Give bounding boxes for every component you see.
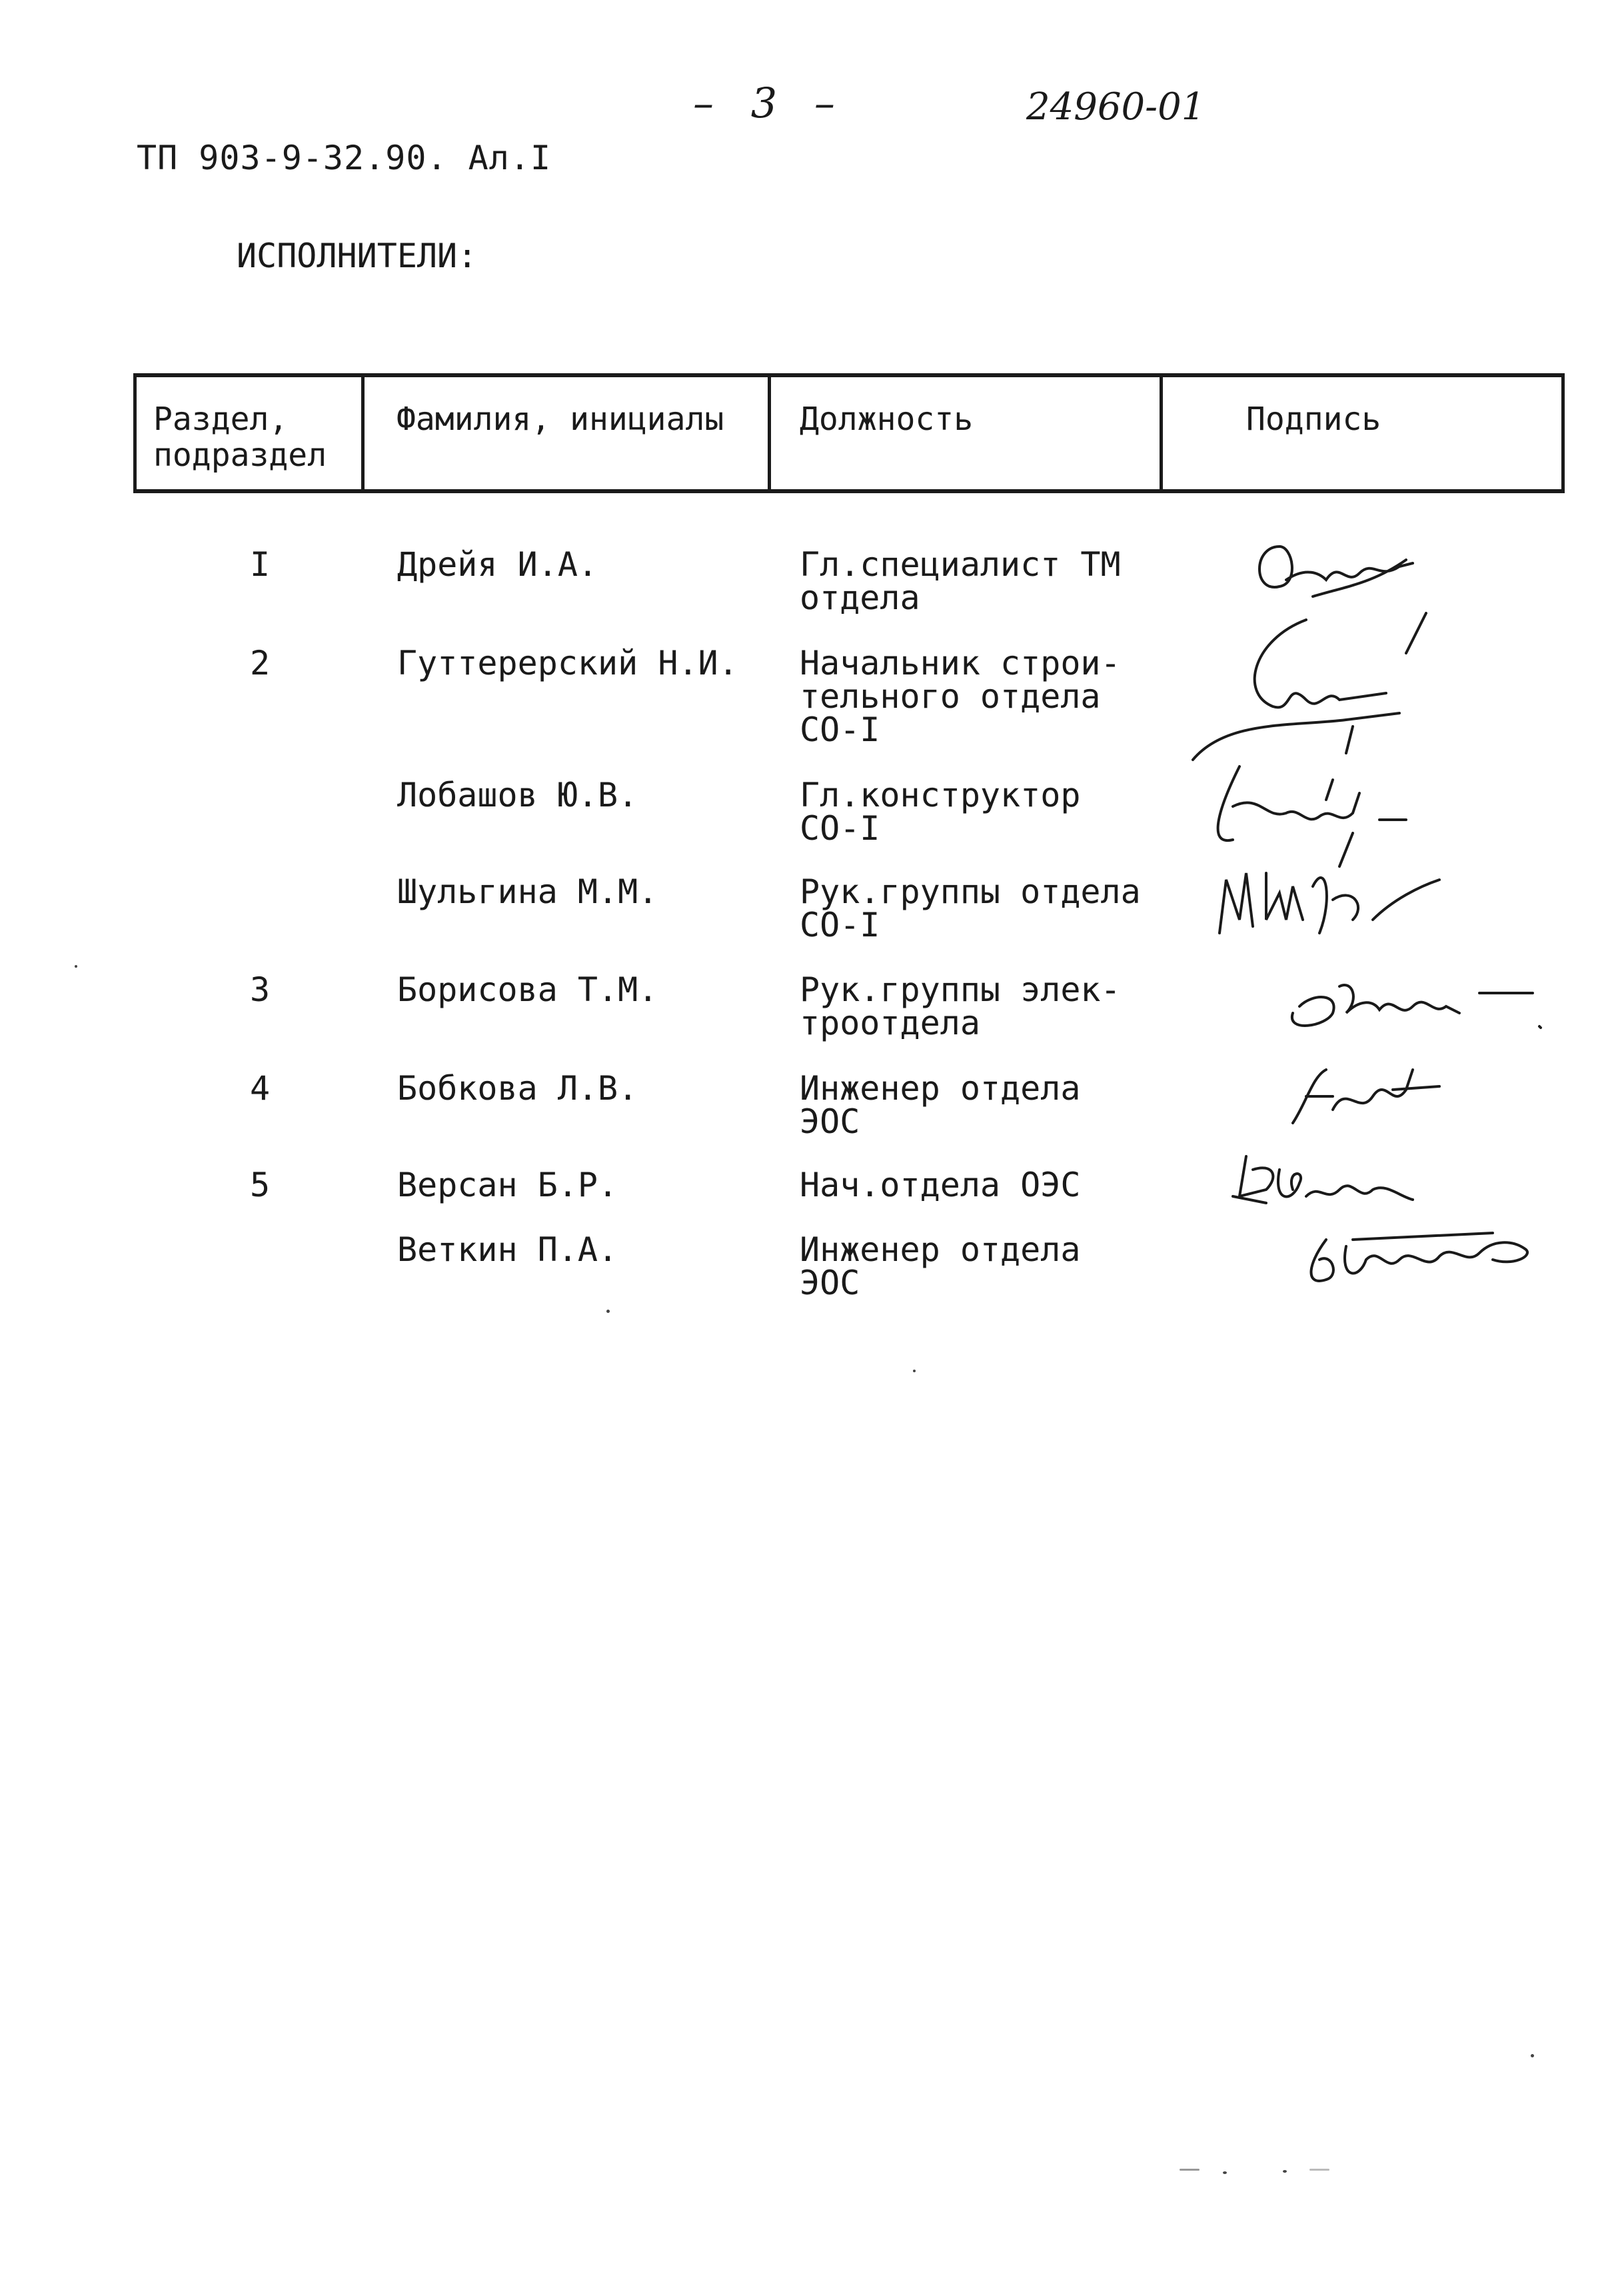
row-name: Бобкова Л.В. (397, 1069, 638, 1108)
signature-icon (1273, 953, 1553, 1053)
scan-speck (606, 1310, 610, 1313)
row-position: Рук.группы отдела СО-I (800, 872, 1141, 944)
column-header-signature: Подпись (1246, 401, 1381, 438)
scan-speck (75, 965, 77, 968)
row-position: Инженер отдела ЭОС (800, 1230, 1081, 1302)
row-name: Дрейя И.А. (397, 545, 598, 584)
column-header-section: Раздел, подраздел (153, 401, 327, 474)
column-header-position: Должность (800, 401, 974, 438)
row-name: Веткин П.А. (397, 1230, 618, 1269)
table-divider (768, 373, 771, 493)
scan-speck (1531, 2054, 1534, 2057)
row-position: Рук.группы элек- троотдела (800, 970, 1121, 1042)
table-divider (1160, 373, 1163, 493)
table-header (133, 373, 1565, 493)
signature-icon (1173, 600, 1453, 773)
inventory-number: 24960-01 (1026, 85, 1206, 129)
table-border-right (1561, 373, 1565, 493)
page-number: – 3 – (693, 79, 847, 127)
row-position: Гл.специалист ТМ отдела (800, 545, 1121, 617)
scan-speck (913, 1370, 916, 1372)
scan-speck (1309, 2169, 1329, 2171)
row-name: Лобашов Ю.В. (397, 776, 638, 814)
row-section: I (249, 545, 271, 584)
row-name: Шульгина М.М. (397, 872, 658, 911)
row-name: Гуттерерский Н.И. (397, 644, 738, 682)
signature-icon (1193, 846, 1446, 960)
row-position: Гл.конструктор СО-I (800, 776, 1081, 848)
row-section: 4 (249, 1069, 271, 1108)
scan-speck (1223, 2171, 1227, 2174)
signature-icon (1273, 1050, 1446, 1136)
table-border-left (133, 373, 137, 493)
row-position: Начальник строи- тельного отдела СО-I (800, 644, 1121, 749)
row-name: Версан Б.Р. (397, 1166, 618, 1204)
row-section: 2 (249, 644, 271, 682)
scan-speck (1283, 2170, 1287, 2173)
column-header-name: Фамилия, инициалы (397, 401, 724, 438)
row-position: Нач.отдела ОЭС (800, 1166, 1081, 1204)
row-section: 3 (249, 970, 271, 1009)
document-code: ТП 903-9-32.90. Ал.I (137, 139, 552, 177)
row-section: 5 (249, 1166, 271, 1204)
table-rule-top (133, 373, 1565, 377)
signature-icon (1239, 520, 1439, 613)
row-name: Борисова Т.М. (397, 970, 658, 1009)
scan-speck (1180, 2169, 1200, 2171)
table-divider (361, 373, 365, 493)
row-position: Инженер отдела ЭОС (800, 1069, 1081, 1141)
signature-icon (1293, 1213, 1546, 1300)
signature-icon (1226, 1136, 1439, 1223)
page-title: ИСПОЛНИТЕЛИ: (237, 237, 478, 275)
table-rule-bottom (133, 489, 1565, 493)
